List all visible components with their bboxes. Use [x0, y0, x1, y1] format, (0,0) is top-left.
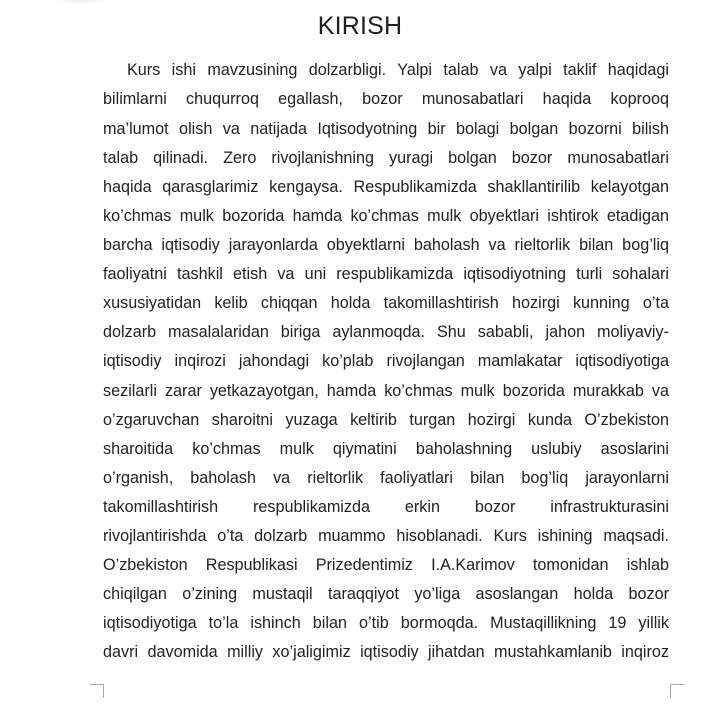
text-line: ko’chmas mulk bozorida hamda ko’chmas mulk obyektlari ishtirok etadigan [103, 207, 669, 225]
text-line: sezilarli zarar yetkazayotgan, hamda ko’chmas mulk bozorida murakkab va [103, 382, 669, 400]
margin-corner-left [90, 684, 104, 698]
text-line: o’zgaruvchan sharoitni yuzaga keltirib turgan hozirgi kunda O’zbekiston [103, 411, 669, 429]
page-shadow [52, 0, 112, 6]
text-line: sharoitida ko’chmas mulk qiymatini baholashning uslubiy asoslarini [103, 440, 669, 458]
text-line: davri davomida milliy xo’jaligimiz iqtisodiy jihatdan mustahkamlanib inqiroz [103, 643, 669, 661]
text-line: o’rganish, baholash va rieltorlik faoliyatlari bilan bog’liq jarayonlarni [103, 469, 669, 487]
text-line: ma’lumot olish va natijada Iqtisodyotning bir bolagi bolgan bozorni bilish [103, 120, 669, 138]
text-line: Kurs ishi mavzusining dolzarbligi. Yalpi talab va yalpi taklif haqidagi [127, 61, 669, 79]
text-line: faoliyatni tashkil etish va uni respublikamizda iqtisodiyotning turli sohalari [103, 265, 669, 283]
document-title: KIRISH [317, 12, 403, 40]
text-line: talab qilinadi. Zero rivojlanishning yuragi bolgan bozor munosabatlari [103, 149, 669, 167]
text-line: dolzarb masalalaridan biriga aylanmoqda. Shu sababli, jahon moliyaviy- [103, 323, 669, 341]
text-line: rivojlantirishda o’ta dolzarb muammo hisoblanadi. Kurs ishining maqsadi. [103, 527, 669, 545]
text-line: xususiyatidan kelib chiqqan holda takomillashtirish hozirgi kunning o’ta [103, 294, 669, 312]
text-line: takomillashtirish respublikamizda erkin bozor infrastrukturasini [103, 498, 669, 516]
text-line: O’zbekiston Respublikasi Prizedentimiz I.A.Karimov tomonidan ishlab [103, 556, 669, 574]
text-line: haqida qarasglarimiz kengaysa. Respublikamizda shakllantirilib kelayotgan [103, 178, 669, 196]
text-line: chiqilgan o’zining mustaqil taraqqiyot yo’liga asoslangan holda bozor [103, 585, 669, 603]
text-line: iqtisodiy inqirozi jahondagi ko’plab rivojlangan mamlakatar iqtisodiyotiga [103, 352, 669, 370]
text-line: bilimlarni chuqurroq egallash, bozor munosabatlari haqida koprooq [103, 90, 669, 108]
margin-corner-right [670, 684, 684, 698]
text-line: iqtisodiyotiga to’la ishinch bilan o’tib bormoqda. Mustaqillikning 19 yillik [103, 614, 669, 632]
text-line: barcha iqtisodiy jarayonlarda obyektlarni baholash va rieltorlik bilan bog’liq [103, 236, 669, 254]
